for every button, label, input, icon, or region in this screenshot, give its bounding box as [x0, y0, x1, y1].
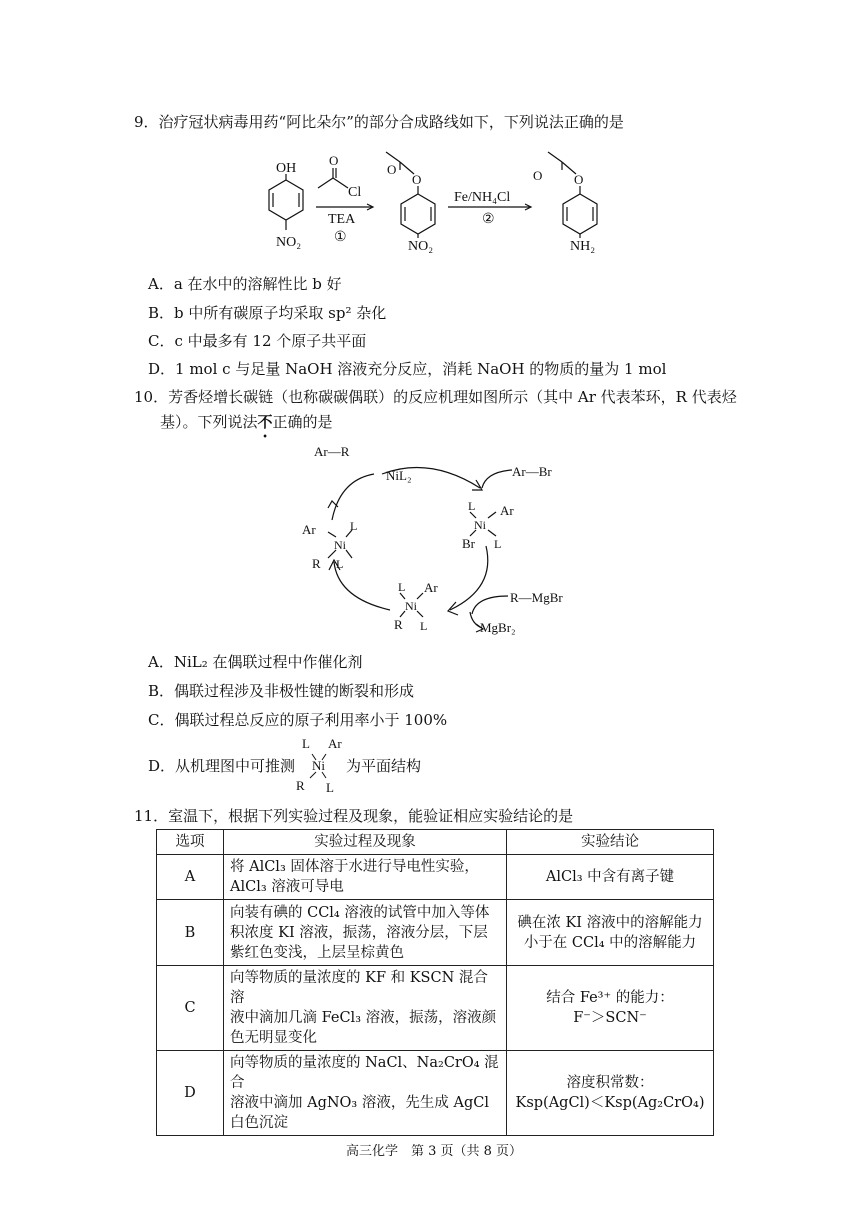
row-option: A [157, 855, 224, 900]
table-row [157, 900, 714, 966]
page-footer: 高三化学 第 3 页（共 8 页） [345, 1144, 523, 1159]
process-line: 紫红色变浅，上层呈棕黄色 [230, 944, 404, 961]
benzene-ring-a [269, 180, 303, 220]
ester-o-c: O [574, 172, 584, 187]
nitro-label-b: NO₂ [408, 239, 434, 254]
conclusion-line: AlCl₃ 中含有离子键 [545, 869, 675, 885]
q10-stem-emphasis: 不 [257, 413, 273, 431]
q10-catalytic-cycle [290, 438, 610, 648]
q10-stem-line2 [160, 412, 333, 441]
header-option: 选项 [157, 830, 224, 855]
ester-o-b: O [412, 172, 422, 187]
q10-option-c: C．偶联过程总反应的原子利用率小于 100% [148, 711, 448, 729]
row-process [224, 966, 507, 1051]
q9-synthesis-scheme [250, 150, 610, 260]
process-line: 向等物质的量浓度的 KF 和 KSCN 混合溶 [230, 970, 488, 1006]
q9-option-b: B．b 中所有碳原子均采取 sp² 杂化 [148, 304, 387, 322]
q9-stem: 9．治疗冠状病毒用药“阿比朵尔”的部分合成路线如下，下列说法正确的是 [134, 113, 624, 131]
q10-option-a: A．NiL₂ 在偶联过程中作催化剂 [148, 653, 363, 671]
row-conclusion [507, 855, 714, 900]
header-process: 实验过程及现象 [224, 830, 507, 855]
carbonyl-o-b: O [387, 162, 397, 177]
q10-option-b: B．偶联过程涉及非极性键的断裂和形成 [148, 682, 415, 700]
d-l-bottom: L [326, 780, 334, 794]
c3-l-top: L [398, 580, 406, 594]
c3-l-bottom: L [420, 619, 428, 633]
q10-stem-line1: 10．芳香烃增长碳链（也称碳碳偶联）的反应机理如图所示（其中 Ar 代表苯环，R 代表烃 [134, 388, 737, 406]
c3-r: R [394, 617, 403, 632]
q9-option-d: D．1 mol c 与足量 NaOH 溶液充分反应，消耗 NaOH 的物质的量为 1 mol [148, 360, 667, 378]
process-line: 溶液中滴加 AgNO₃ 溶液，先生成 AgCl [230, 1095, 489, 1111]
c1-ni: Ni [334, 538, 346, 552]
c1-ar: Ar [302, 522, 316, 537]
row-option: B [157, 900, 224, 966]
q10-stem-pre: 基）。下列说法 [160, 413, 258, 431]
process-line: AlCl₃ 溶液可导电 [230, 879, 344, 895]
c2-ni: Ni [474, 518, 486, 532]
d-l-top: L [302, 736, 310, 751]
benzene-ring-c [563, 194, 597, 234]
hydroxyl-label: OH [276, 161, 297, 176]
conclusion-line: 溶度积常数： [566, 1075, 654, 1091]
process-line: 色无明显变化 [230, 1030, 317, 1046]
row-option: C [157, 966, 224, 1051]
conclusion-line: Ksp(AgCl)＜Ksp(Ag₂CrO₄) [515, 1095, 705, 1111]
byproduct-mgbr2: MgBr₂ [480, 620, 516, 635]
q9-option-a: A．a 在水中的溶解性比 b 好 [148, 275, 342, 293]
c3-ar: Ar [424, 580, 438, 595]
q10-option-d-post: 为平面结构 [346, 757, 422, 775]
row-conclusion [507, 1051, 714, 1136]
conclusion-line: 小于在 CCl₄ 中的溶解能力 [523, 934, 697, 951]
row-option: D [157, 1051, 224, 1136]
process-line: 向装有碘的 CCl₄ 溶液的试管中加入等体 [230, 904, 490, 921]
d-r: R [296, 778, 305, 793]
product-ar-r: Ar—R [314, 444, 350, 459]
arrow-to-product [332, 474, 374, 520]
d-ar: Ar [328, 736, 342, 751]
c2-l-top: L [468, 499, 476, 513]
q11-stem: 11．室温下，根据下列实验过程及现象，能验证相应实验结论的是 [134, 807, 574, 825]
catalyst-nil2: NiL₂ [386, 468, 412, 483]
row-conclusion [507, 966, 714, 1051]
table-header-row [157, 830, 714, 855]
q10-option-d-structure [292, 736, 352, 794]
row-process [224, 855, 507, 900]
process-line: 积浓度 KI 溶液，振荡，溶液分层，下层 [230, 924, 488, 941]
reagent-oxygen: O [329, 153, 339, 168]
c2-ar: Ar [500, 503, 514, 518]
process-line: 向等物质的量浓度的 NaCl、Na₂CrO₄ 混合 [230, 1055, 499, 1091]
c2-br: Br [462, 536, 475, 551]
table-row [157, 966, 714, 1051]
condition-fe-nh4cl: Fe/NH₄Cl [454, 190, 511, 205]
reactant-ar-br: Ar—Br [512, 464, 552, 479]
conclusion-line: 碘在浓 KI 溶液中的溶解能力 [517, 914, 703, 931]
d-ni: Ni [312, 758, 325, 773]
reagent-chlorine: Cl [348, 185, 362, 200]
amino-label-c: NH₂ [570, 239, 596, 254]
reactant-r-mgbr: R—MgBr [510, 590, 563, 605]
step-2-label: ② [482, 212, 495, 227]
process-line: 白色沉淀 [230, 1115, 288, 1131]
carbonyl-o-c: O [533, 168, 543, 183]
c2-l-bottom: L [494, 537, 502, 551]
table-row [157, 855, 714, 900]
c1-l-top: L [350, 519, 358, 533]
experiment-table [156, 829, 714, 1136]
row-conclusion [507, 900, 714, 966]
process-line: 液中滴加几滴 FeCl₃ 溶液，振荡，溶液颜 [230, 1010, 497, 1026]
q9-option-c: C．c 中最多有 12 个原子共平面 [148, 332, 367, 350]
condition-tea: TEA [328, 212, 356, 227]
conclusion-line: 结合 Fe³⁺ 的能力： [546, 990, 674, 1006]
row-process [224, 900, 507, 966]
conclusion-line: F⁻＞SCN⁻ [573, 1010, 647, 1026]
c1-r: R [312, 556, 321, 571]
table-row [157, 1051, 714, 1136]
nitro-label-a: NO₂ [276, 235, 302, 250]
c3-ni: Ni [405, 599, 417, 613]
process-line: 将 AlCl₃ 固体溶于水进行导电性实验， [230, 859, 479, 875]
c1-l-bottom: L [336, 557, 344, 571]
q10-stem-post: 正确的是 [272, 413, 333, 431]
row-process [224, 1051, 507, 1136]
header-conclusion: 实验结论 [507, 830, 714, 855]
benzene-ring-b [401, 194, 435, 234]
step-1-label: ① [334, 230, 347, 245]
q10-option-d-pre: D．从机理图中可推测 [148, 757, 296, 775]
